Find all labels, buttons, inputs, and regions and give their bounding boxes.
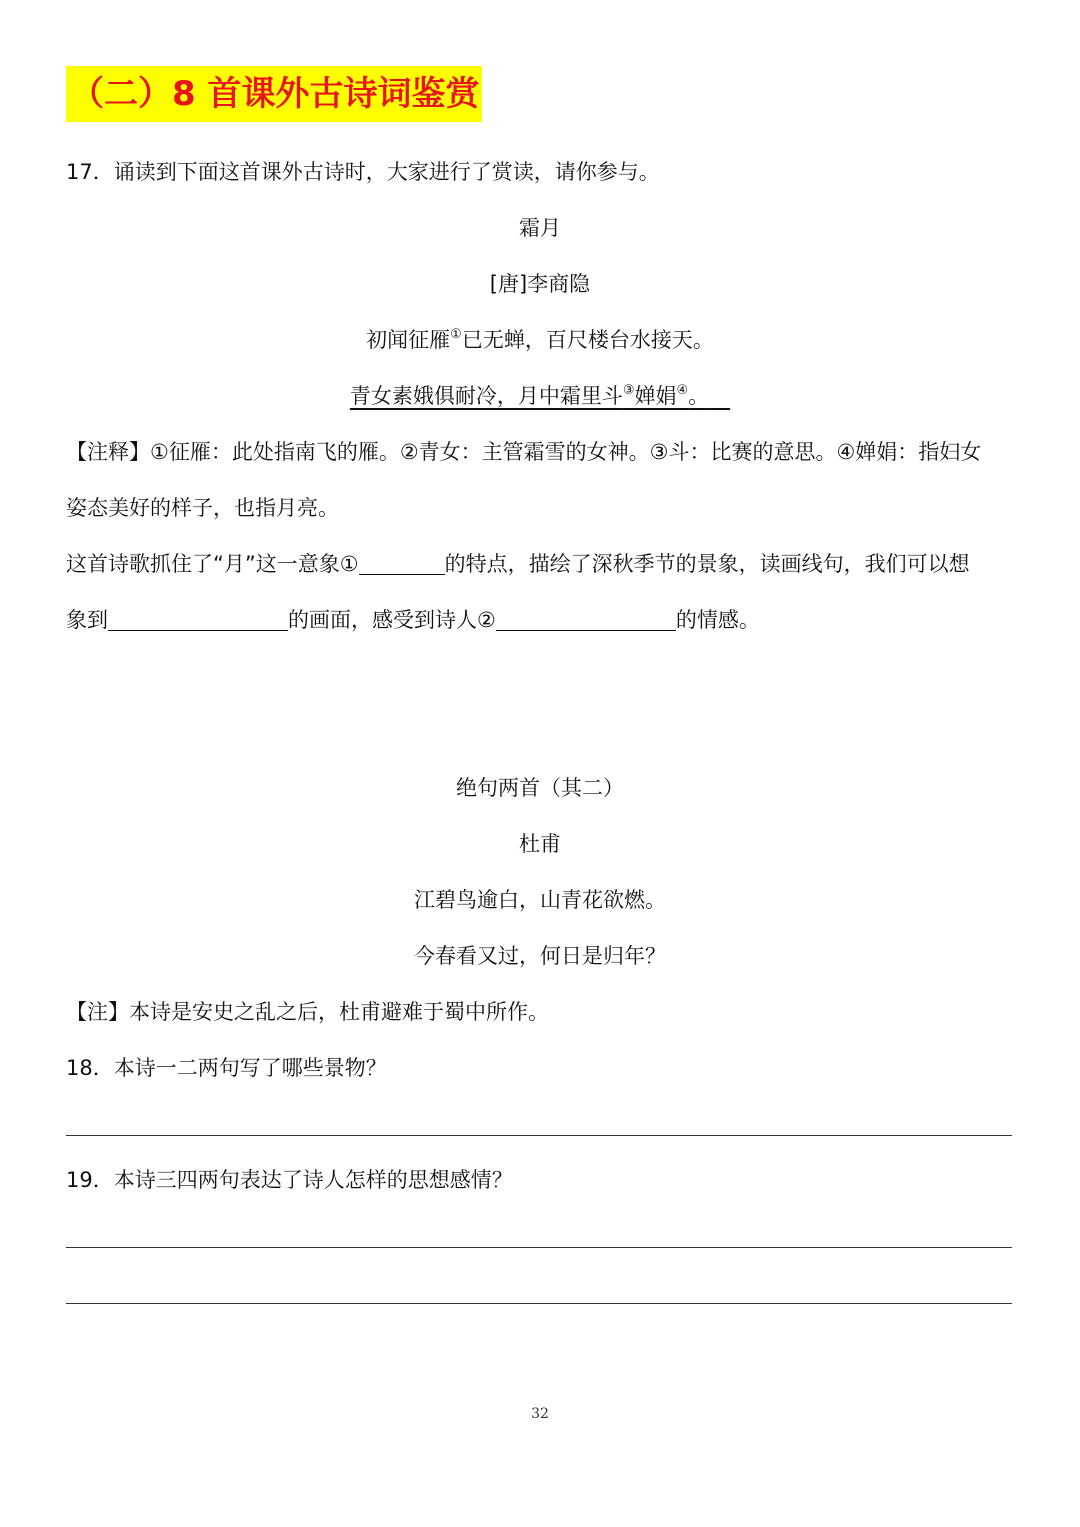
answer-blank-2[interactable] bbox=[496, 606, 676, 631]
fill-blank-line-2-part-b: 的画面，感受到诗人② bbox=[288, 608, 496, 632]
underlined-line bbox=[350, 384, 730, 408]
poem-2-note: 【注】本诗是安史之乱之后，杜甫避难于蜀中所作。 bbox=[66, 1000, 549, 1024]
footnote-marker-1: ① bbox=[450, 327, 462, 342]
footnote-marker-4: ④ bbox=[676, 383, 689, 398]
poem-1-line-2 bbox=[0, 381, 1080, 411]
poem-2-line-1: 江碧鸟逾白，山青花欲燃。 bbox=[414, 888, 666, 912]
poem-1-line-2-part-b: 婵娟 bbox=[634, 384, 677, 408]
footnote-marker-3: ③ bbox=[622, 383, 635, 398]
poem-1-author: [唐]李商隐 bbox=[489, 272, 591, 296]
annotation-line-1: 【注释】①征雁：此处指南飞的雁。②青女：主管霜雪的女神。③斗：比赛的意思。④婵娟：指妇女 bbox=[66, 440, 982, 464]
question-19-answer-line-2[interactable] bbox=[66, 1303, 1012, 1304]
fill-blank-line-2 bbox=[66, 605, 760, 635]
poem-2-title: 绝句两首（其二） bbox=[456, 776, 624, 800]
question-19-prompt: 19．本诗三四两句表达了诗人怎样的思想感情？ bbox=[66, 1168, 513, 1192]
poem-1-line-1-part-a: 初闻征雁 bbox=[366, 328, 451, 352]
fill-blank-line-1-part-b: 的特点，描绘了深秋季节的景象，读画线句，我们可以想 bbox=[444, 552, 970, 576]
question-18-answer-line[interactable] bbox=[66, 1135, 1012, 1136]
poem-1-title: 霜月 bbox=[519, 216, 561, 240]
poem-1-line-2-part-c: 。 bbox=[688, 384, 710, 408]
answer-blank-1[interactable] bbox=[359, 550, 445, 575]
poem-1-line-2-part-a: 青女素娥俱耐冷，月中霜里斗 bbox=[349, 384, 623, 408]
poem-1-line-1-part-b: 已无蝉，百尺楼台水接天。 bbox=[461, 328, 714, 352]
fill-blank-line-2-part-a: 象到 bbox=[66, 608, 108, 632]
fill-blank-line-1-part-a: 这首诗歌抓住了“月”这一意象① bbox=[66, 552, 359, 576]
page-number: 32 bbox=[531, 1406, 549, 1422]
fill-blank-line-1 bbox=[66, 549, 970, 579]
answer-blank-imagined-scene[interactable] bbox=[108, 606, 288, 631]
fill-blank-line-2-part-c: 的情感。 bbox=[675, 608, 760, 632]
poem-1-line-1 bbox=[0, 325, 1080, 355]
section-title: （二）8 首课外古诗词鉴赏 bbox=[66, 66, 482, 122]
poem-2-author: 杜甫 bbox=[519, 832, 561, 856]
question-17-prompt: 17．诵读到下面这首课外古诗时，大家进行了赏读，请你参与。 bbox=[66, 160, 660, 184]
annotation-line-2: 姿态美好的样子，也指月亮。 bbox=[66, 496, 339, 520]
poem-2-line-2: 今春看又过，何日是归年？ bbox=[414, 944, 666, 968]
question-18-prompt: 18．本诗一二两句写了哪些景物？ bbox=[66, 1056, 387, 1080]
question-19-answer-line-1[interactable] bbox=[66, 1247, 1012, 1248]
